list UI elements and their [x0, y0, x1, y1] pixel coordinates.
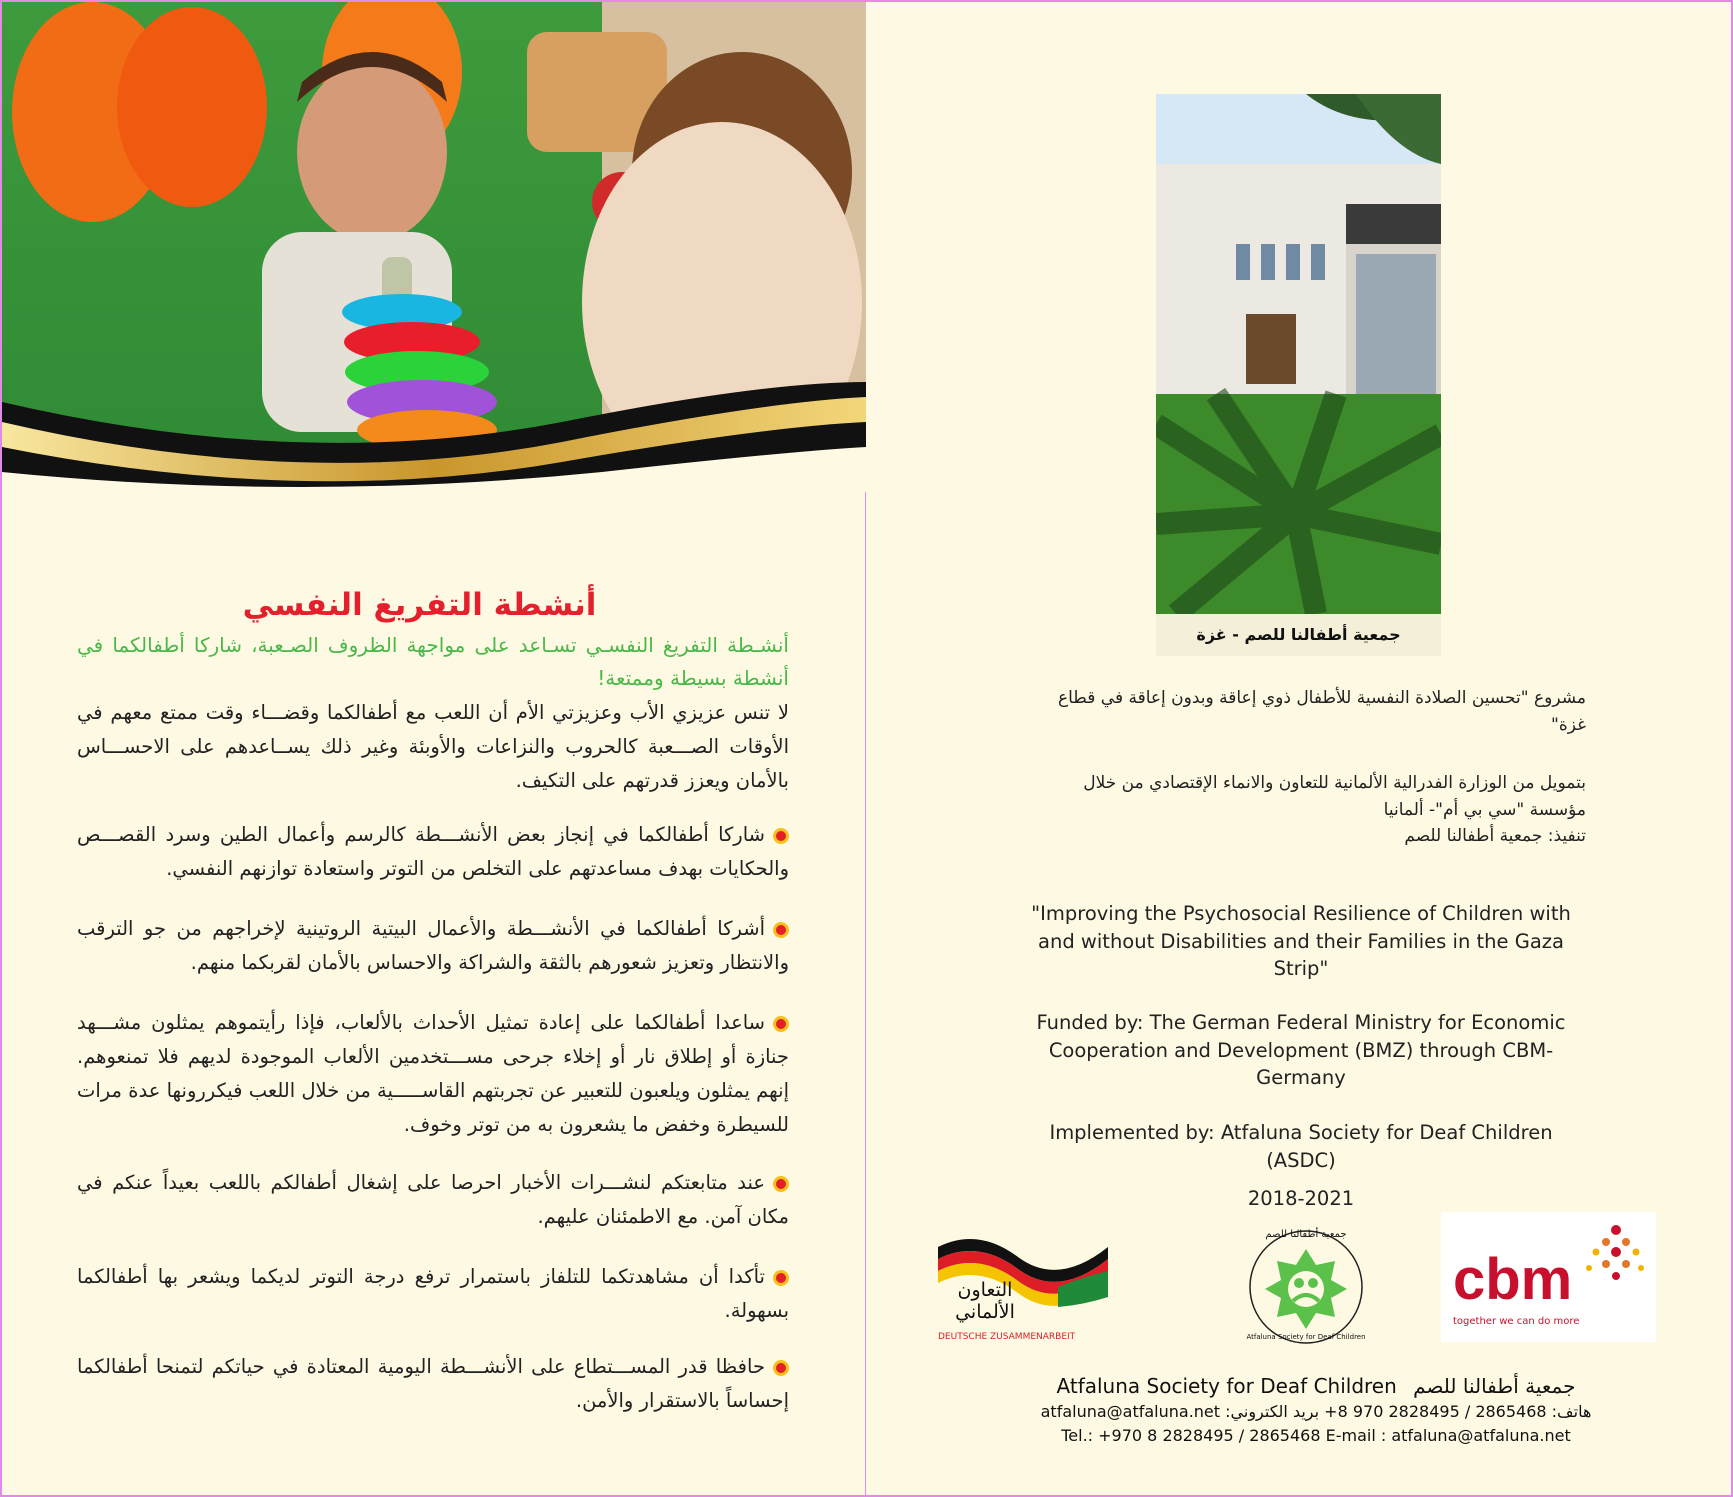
children-playing-illustration	[2, 2, 866, 492]
cbm-logo	[1441, 1212, 1656, 1342]
bullet-icon	[773, 1360, 789, 1376]
building-photo	[1156, 94, 1441, 614]
activities-intro: أنشـطة التفريغ النفسـي تسـاعد على مواجهة الظروف الصـعبة، شاركا أطفالكما في أنشطة بسيطة وممتعة!	[77, 633, 789, 690]
giz-english-name: DEUTSCHE ZUSAMMENARBEIT	[938, 1332, 1076, 1342]
bullet-icon	[773, 922, 789, 938]
bullet-item: تأكدا أن مشاهدتكما للتلفاز باستمرار ترفع درجة التوتر لديكما ويشعر بها أطفالكما بسهولة.	[77, 1265, 789, 1322]
left-page	[0, 0, 866, 1497]
implemented-by-english: Implemented by: Atfaluna Society for Deaf Children (ASDC)	[1049, 1121, 1553, 1172]
atfaluna-logo	[1241, 1227, 1371, 1347]
giz-arabic-name: التعاون الألماني	[955, 1279, 1015, 1323]
bullet-item: حافظا قدر المســـتطاع على الأنشـــطة اليومية المعتادة في حياتكم لتمنحا أطفالكما إحساساً بالاستقرار والأمن.	[77, 1355, 789, 1412]
footer-org-arabic: جمعية أطفالنا للصم	[1413, 1374, 1576, 1398]
children-playing-photo	[2, 2, 866, 492]
project-years: 2018-2021	[1247, 1187, 1355, 1210]
bullet-item: أشركا أطفالكما في الأنشـــطة والأعمال البيتية الروتينية لإخراجهم من جو الترقب والانتظار وتعزيز شعورهم بالثقة والشراكة والاحساس بالأمان لقربكما منهم.	[77, 917, 789, 974]
atfaluna-english-name: Atfaluna Society for Deaf Children	[1246, 1333, 1366, 1341]
footer-org-english: Atfaluna Society for Deaf Children	[1056, 1374, 1397, 1398]
bullet-icon	[773, 1176, 789, 1192]
activities-body: لا تنس عزيزي الأب وعزيزتي الأم أن اللعب مع أطفالكما وقضـــاء وقت ممتع معهم في الأوقات الصـــعبة كالحروب والنزاعات والأوبئة وغير ذلك يســاعدهم على الاحســـاس بالأمان ويعزز قدرتهم على التكيف.	[77, 701, 789, 792]
project-title-arabic: مشروع "تحسين الصلادة النفسية للأطفال ذوي إعاقة وبدون إعاقة في قطاع غزة"	[1057, 688, 1586, 735]
bullet-icon	[773, 1016, 789, 1032]
funded-by-english: Funded by: The German Federal Ministry for Economic Cooperation and Development (BMZ) through CBM-Germany	[1036, 1011, 1566, 1089]
giz-logo	[938, 1227, 1118, 1347]
atfaluna-star-icon	[1241, 1227, 1371, 1347]
building-illustration	[1156, 94, 1441, 614]
funding-arabic: بتمويل من الوزارة الفدرالية الألمانية للتعاون والانماء الإقتصادي من خلال مؤسسة "سي بي أم"- ألمانيا	[1083, 773, 1586, 820]
building-caption: جمعية أطفالنا للصم - غزة	[1156, 614, 1441, 656]
bullet-icon	[773, 1270, 789, 1286]
cbm-tagline: together we can do more	[1453, 1316, 1580, 1327]
bullet-icon	[773, 828, 789, 844]
footer-organization	[1036, 1374, 1596, 1398]
atfaluna-arabic-name: جمعية أطفالنا للصم	[1265, 1229, 1347, 1240]
activities-title: أنشطة التفريغ النفسي	[242, 587, 597, 623]
bullet-item: شاركا أطفالكما في إنجاز بعض الأنشـــطة كالرسم وأعمال الطين وسرد القصـــص والحكايات بهدف مساعدتهم على التخلص من التوتر واستعادة توازنهم النفسي.	[77, 823, 789, 880]
footer-contact-arabic: هاتف: 2865468 / 2828495 970 8+ بريد الكتروني: atfaluna@atfaluna.net	[1040, 1402, 1592, 1421]
implementation-arabic: تنفيذ: جمعية أطفالنا للصم	[1404, 826, 1586, 846]
bullet-item: ساعدا أطفالكما على إعادة تمثيل الأحداث بالألعاب، فإذا رأيتموهم يمثلون مشـــهد جنازة أو إطلاق نار أو إخلاء جرحى مســـتخدمين الألعاب الموجودة لديهم فلا تمنعوهم. إنهم يمثلون ويلعبون للتعبير عن تجربتهم القاســـــية من خلال اللعب فيكررونها عدة مرات للسيطرة وخفض ما يشعرون به من توتر وخوف.	[77, 1011, 789, 1136]
bullet-item: عند متابعتكم لنشـــرات الأخبار احرصا على إشغال أطفالكم باللعب بعيداً عنكم في مكان آمن. مع الاطمئنان عليهم.	[77, 1171, 789, 1228]
cbm-dots-icon	[1581, 1220, 1651, 1290]
footer-contact-english: Tel.: +970 8 2828495 / 2865468 E-mail : atfaluna@atfaluna.net	[1061, 1426, 1571, 1445]
right-page	[866, 0, 1733, 1497]
project-title-english: "Improving the Psychosocial Resilience of Children with and without Disabilities and their Families in the Gaza Strip"	[1031, 902, 1571, 980]
cbm-wordmark: cbm	[1453, 1247, 1573, 1312]
